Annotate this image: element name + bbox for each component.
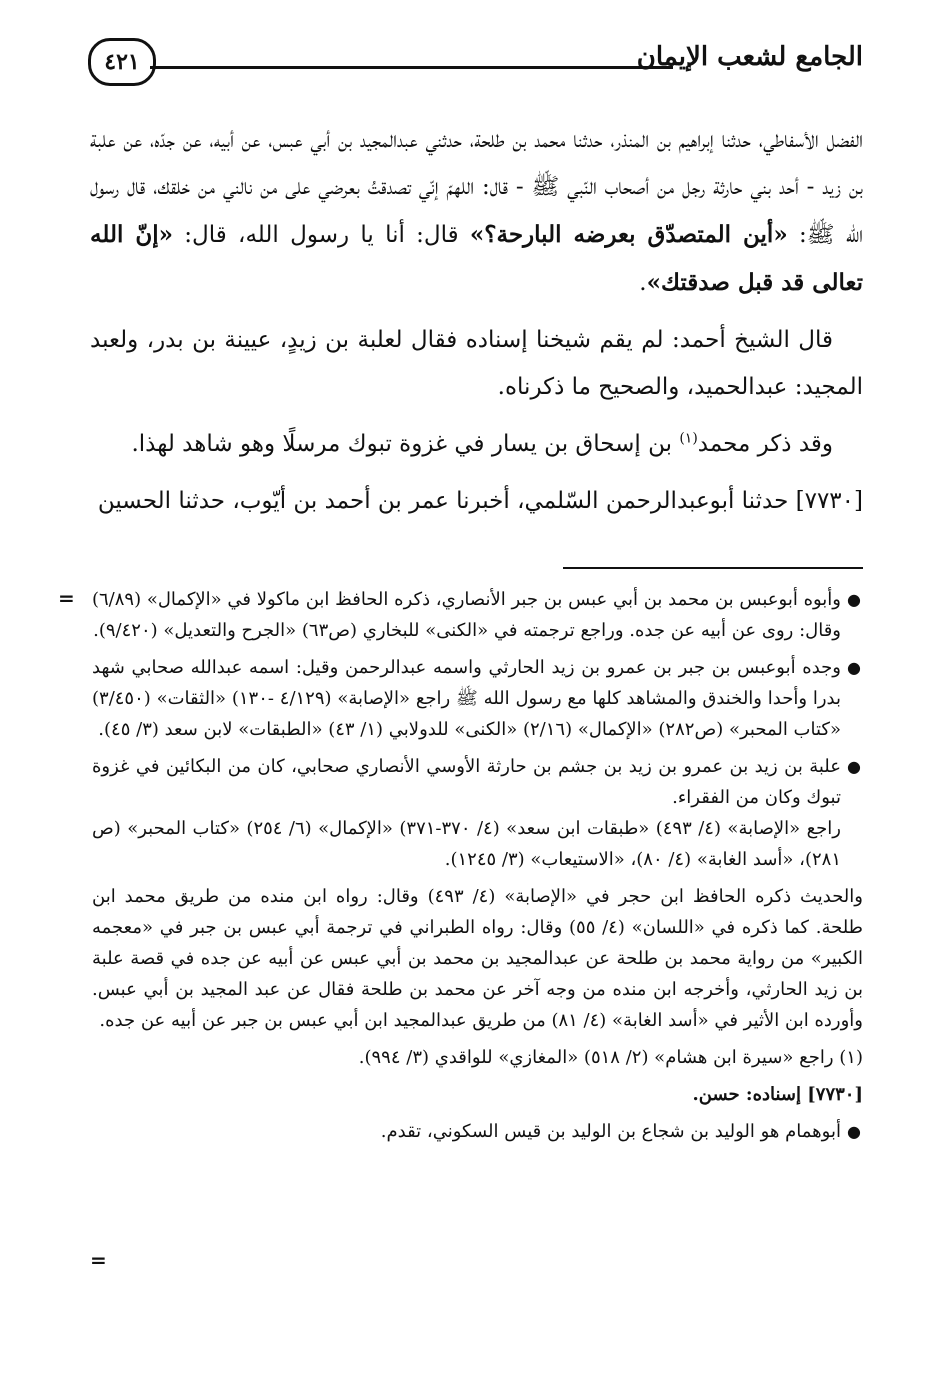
- note-text-cont: بن إسحاق بن يسار في غزوة تبوك مرسلًا وهو شاهد لهذا.: [131, 431, 680, 457]
- continuation-mark-bottom: =: [90, 1248, 107, 1272]
- note-text: وقد ذكر محمد: [697, 431, 833, 457]
- running-header: [88, 38, 863, 94]
- footnote-separator: [563, 567, 863, 569]
- next-hadith-paragraph: [٧٧٣٠] حدثنا أبوعبدالرحمن السّلمي، أخبرنا عمر بن أحمد بن أيّوب، حدثنا الحسين: [97, 488, 863, 514]
- isnad-grade: [92, 1079, 863, 1110]
- footnote-text: وجده أبوعبس بن جبر بن عمرو بن زيد الحارثي واسمه عبدالرحمن وقيل: اسمه عبدالله صحابي شهد بدرا وأحدا والخندق والمشاهد كلها مع رسول الله ﷺ راجع «الإصابة» (٤/١٢٩ -١٣٠) «الثقات» (٣/٤٥٠) «كتاب المحبر» (ص٢٨٢) «الإكمال» (٢/١٦) «الكنى» للدولابي (١/ ٤٣) «الطبقات» لابن سعد (٣/ ٤٥).: [92, 657, 842, 740]
- isnad-value: حسن.: [692, 1084, 740, 1105]
- prophet-quote-1: «أين المتصدّق بعرضه البارحة؟»: [469, 221, 788, 248]
- prophet-quote-2: «إنّ الله تعالى قد قبل صدقتك»: [90, 221, 863, 296]
- page-number: ٤٢١: [88, 38, 156, 86]
- hadith-end: .: [639, 270, 647, 296]
- footnote-item: [92, 1116, 863, 1147]
- footnote-text: علبة بن زيد بن عمرو بن زيد بن جشم بن حارثة الأوسي الأنصاري صحابي، كان من البكائين في غزوة تبوك وكان من الفقراء.: [92, 756, 841, 808]
- footnote-text: أبوهمام هو الوليد بن شجاع بن الوليد بن قيس السكوني، تقدم.: [380, 1121, 841, 1142]
- isnad-label: [٧٧٣٠] إسناده:: [745, 1084, 863, 1105]
- book-title: الجامع لشعب الإيمان: [636, 42, 863, 72]
- bullet-icon: ●: [847, 1122, 861, 1141]
- header-rule: [150, 66, 673, 69]
- footnote-item: [92, 584, 863, 646]
- bullet-icon: ●: [847, 590, 861, 609]
- footnote-references: راجع «الإصابة» (٤/ ٤٩٣) «طبقات ابن سعد» (٤/ ٣٧٠-٣٧١) «الإكمال» (٦/ ٢٥٤) «كتاب المحبر» (ص ٢٨١)، «أسد الغابة» (٤/ ٨٠)، «الاستيعاب» (٣/ ١٢٤٥).: [92, 818, 841, 870]
- footnote-item: [92, 652, 863, 745]
- bullet-icon: ●: [847, 757, 861, 776]
- footnote-text: وأبوه أبوعبس بن محمد بن أبي عبس بن جبر الأنصاري، ذكره الحافظ ابن ماكولا في «الإكمال» (٦/٨٩) وقال: روى عن أبيه عن جده. وراجع ترجمته في «الكنى» للبخاري (ص٦٣) «الجرح والتعديل» (٩/٤٢٠).: [91, 589, 841, 641]
- continuation-mark-top: =: [58, 586, 75, 610]
- footnote-item: [92, 751, 863, 875]
- hadith-paragraph: [90, 117, 863, 307]
- footnotes: [92, 584, 863, 1153]
- hadith-text-cont: قال: أنا يا رسول الله، قال:: [173, 222, 470, 248]
- hadith-text: الفضل الأسفاطي، حدثنا إبراهيم بن المنذر، حدثنا محمد بن طلحة، حدثني عبدالمجيد بن أبي عبس، عن أبيه، عن جدّه، عن علبة بن زيد - أحد بني حارثة رجل من أصحاب النّبي ﷺ - قال: اللهمّ إنّي تصدقتُ بعرضي على من نالني من خلقك، قال رسول الله ﷺ:: [90, 127, 864, 248]
- bullet-icon: ●: [847, 658, 861, 677]
- footnote-numbered: (١) راجع «سيرة ابن هشام» (٢/ ٥١٨) «المغازي» للواقدي (٣/ ٩٩٤).: [358, 1047, 863, 1068]
- footnote-hadith-source: والحديث ذكره الحافظ ابن حجر في «الإصابة» (٤/ ٤٩٣) وقال: رواه ابن منده من طريق محمد ابن طلحة. كما ذكره في «اللسان» (٤/ ٥٥) وقال: رواه الطبراني في ترجمة أبي عبس بن جبر في «معجمه الكبير» من رواية محمد بن طلحة عن عبدالمجيد بن محمد بن أبي عبس عن أبيه عن جده في قصة علبة بن زيد الحارثي، وأخرجه ابن منده من وجه آخر عن محمد بن طلحة فقال عن عبد المجيد بن أبي عبس. وأورده ابن الأثير في «أسد الغابة» (٤/ ٨١) من طريق عبدالمجيد ابن أبي عبس بن جبر عن أبيه عن جده.: [92, 886, 863, 1031]
- footnote-ref: (١): [679, 430, 698, 447]
- note-paragraph: [90, 421, 863, 468]
- main-text: [90, 117, 863, 535]
- commentary-paragraph: قال الشيخ أحمد: لم يقم شيخنا إسناده فقال لعلبة بن زيدٍ، عيينة بن بدر، ولعبد المجيد: عبدالحميد، والصحيح ما ذكرناه.: [90, 327, 863, 400]
